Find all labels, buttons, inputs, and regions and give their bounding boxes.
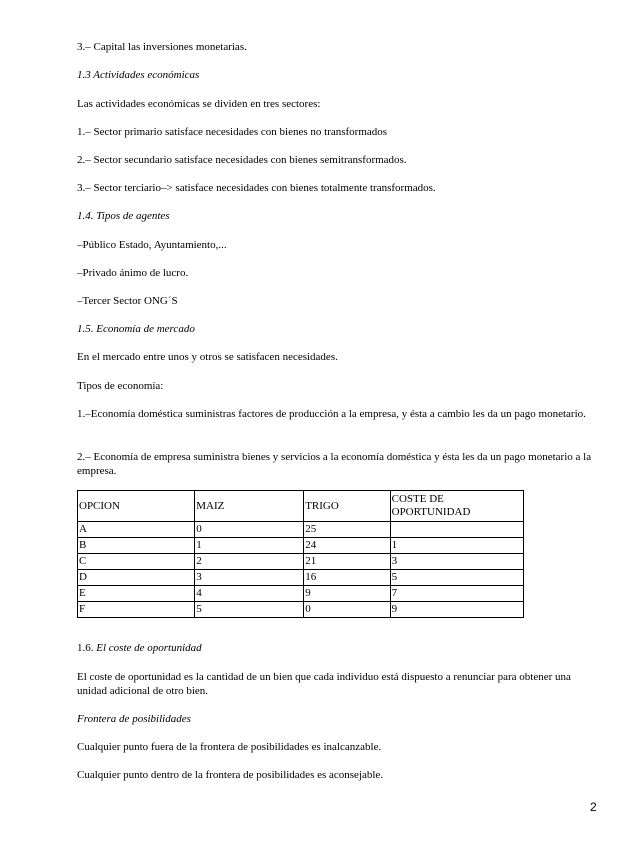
table-row	[78, 522, 524, 538]
table-row	[78, 602, 524, 618]
text-line: Cualquier punto fuera de la frontera de posibilidades es inalcanzable.	[77, 741, 382, 753]
table-cell: 5	[195, 602, 304, 618]
table-cell: 24	[304, 538, 390, 554]
table-cell: 1	[390, 538, 523, 554]
table-cell: 9	[390, 602, 523, 618]
section-number: 1.6.	[77, 642, 97, 654]
paragraph: 1.–Economía doméstica suministras factores de producción a la empresa, y ésta a cambio les da un pago monetario.	[77, 408, 586, 420]
table-cell: A	[78, 522, 195, 538]
table-header-row	[78, 491, 524, 522]
paragraph: El coste de oportunidad es la cantidad de un bien que cada individuo está dispuesto a renunciar para obtener una unidad adicional de otro bien.	[77, 671, 571, 697]
text-line: 1.– Sector primario satisface necesidades con bienes no transformados	[77, 126, 388, 138]
column-header: COSTE DE OPORTUNIDAD	[390, 491, 523, 522]
table-cell: 3	[390, 554, 523, 570]
table-cell: 2	[195, 554, 304, 570]
text-line: –Privado ánimo de lucro.	[77, 267, 189, 279]
table-cell: 3	[195, 570, 304, 586]
page-number: 2	[590, 800, 597, 814]
table-cell	[390, 522, 523, 538]
table-cell: F	[78, 602, 195, 618]
section-heading: Frontera de posibilidades	[77, 713, 191, 725]
column-header: OPCION	[78, 491, 195, 522]
section-heading	[77, 641, 202, 655]
table-cell: 4	[195, 586, 304, 602]
paragraph: 2.– Economía de empresa suministra bienes y servicios a la economía doméstica y ésta les da un pago monetario a la empresa.	[77, 451, 592, 477]
table-cell: 16	[304, 570, 390, 586]
text-line: Las actividades económicas se dividen en tres sectores:	[77, 98, 321, 110]
section-title: El coste de oportunidad	[96, 642, 202, 654]
table-cell: C	[78, 554, 195, 570]
section-heading: 1.3 Actividades económicas	[77, 69, 200, 81]
text-line: Cualquier punto dentro de la frontera de posibilidades es aconsejable.	[77, 769, 384, 781]
table-cell: 25	[304, 522, 390, 538]
text-line: 2.– Sector secundario satisface necesidades con bienes semitransformados.	[77, 154, 407, 166]
text-line: 3.– Sector terciario–> satisface necesidades con bienes totalmente transformados.	[77, 182, 436, 194]
table-cell: E	[78, 586, 195, 602]
table-cell: 1	[195, 538, 304, 554]
table-cell: 21	[304, 554, 390, 570]
text-line: Tipos de economía:	[77, 380, 164, 392]
text-line: En el mercado entre unos y otros se satisfacen necesidades.	[77, 351, 338, 363]
table-cell: 0	[195, 522, 304, 538]
table-cell: D	[78, 570, 195, 586]
table-cell: 9	[304, 586, 390, 602]
text-line: –Público Estado, Ayuntamiento,...	[77, 239, 227, 251]
text-line: 3.– Capital las inversiones monetarias.	[77, 41, 247, 53]
table-row	[78, 586, 524, 602]
table-cell: 7	[390, 586, 523, 602]
column-header: TRIGO	[304, 491, 390, 522]
table-row	[78, 538, 524, 554]
section-heading: 1.4. Tipos de agentes	[77, 210, 170, 222]
column-header: MAIZ	[195, 491, 304, 522]
table-cell: B	[78, 538, 195, 554]
table-cell: 0	[304, 602, 390, 618]
opportunity-cost-table	[77, 490, 524, 618]
section-heading: 1.5. Economía de mercado	[77, 323, 195, 335]
text-line: –Tercer Sector ONG´S	[77, 295, 178, 307]
table-row	[78, 570, 524, 586]
table-cell: 5	[390, 570, 523, 586]
table-row	[78, 554, 524, 570]
